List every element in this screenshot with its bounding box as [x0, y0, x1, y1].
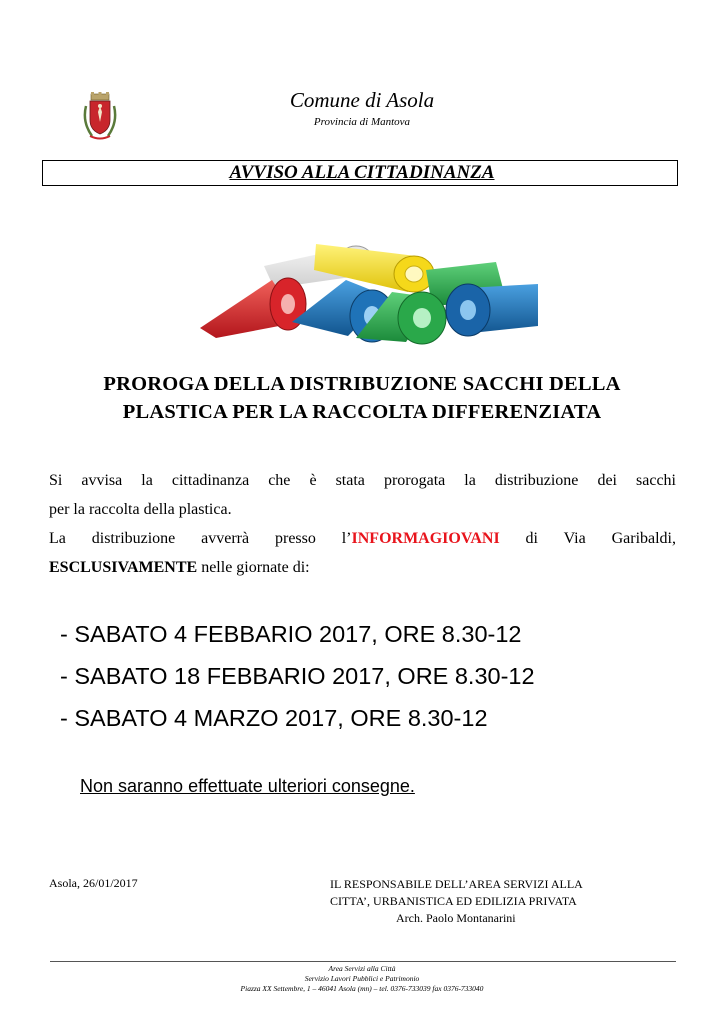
exclusively-emphasis: ESCLUSIVAMENTE [49, 559, 198, 576]
announcement-headline [40, 370, 684, 426]
place-and-date: Asola, 26/01/2017 [49, 876, 138, 890]
signatory-name: Arch. Paolo Montanarini [396, 911, 516, 925]
footer-address: Piazza XX Settembre, 1 – 46041 Asola (mn) – tel. 0376-733039 fax 0376-733040 [240, 984, 484, 993]
body-line-1: Si avvisa la cittadinanza che è stata prorogata la distribuzione dei sacchi [49, 472, 676, 489]
date-item: - SABATO 4 MARZO 2017, ORE 8.30-12 [60, 705, 488, 731]
body-line-4 [49, 553, 676, 582]
date-item: - SABATO 18 FEBBARIO 2017, ORE 8.30-12 [60, 663, 535, 689]
headline-line-1: PROROGA DELLA DISTRIBUZIONE SACCHI DELLA [103, 373, 621, 395]
signature-block [330, 876, 583, 927]
province-name: Provincia di Mantova [313, 116, 411, 128]
closing-statement: Non saranno effettuate ulteriori consegne. [80, 776, 415, 796]
distribution-dates-list [60, 616, 535, 742]
signature-role-line-1: IL RESPONSABILE DELL’AREA SERVIZI ALLA [330, 877, 583, 891]
footer [0, 964, 724, 994]
footer-line-1: Area Servizi alla Città [328, 964, 396, 973]
announcement-body [49, 466, 676, 582]
notice-title: AVVISO ALLA CITTADINANZA [229, 162, 495, 183]
footer-divider [50, 961, 676, 962]
body-line-3-end: di Via Garibaldi, [499, 530, 677, 547]
date-item: - SABATO 4 FEBBARIO 2017, ORE 8.30-12 [60, 621, 522, 647]
body-line-3-text: La distribuzione avverrà presso l’ [49, 530, 352, 547]
headline-line-2: PLASTICA PER LA RACCOLTA DIFFERENZIATA [122, 401, 602, 423]
plastic-bag-rolls-image [196, 226, 538, 346]
footer-line-2: Servizio Lavori Pubblici e Patrimonio [304, 974, 420, 983]
body-line-3 [49, 524, 676, 553]
body-line-4-text: nelle giornate di: [197, 559, 310, 576]
body-line-2: per la raccolta della plastica. [49, 501, 232, 518]
signature-role-line-2: CITTA’, URBANISTICA ED EDILIZIA PRIVATA [330, 894, 577, 908]
municipality-name: Comune di Asola [289, 88, 435, 112]
informagiovani-highlight: INFORMAGIOVANI [351, 530, 500, 547]
